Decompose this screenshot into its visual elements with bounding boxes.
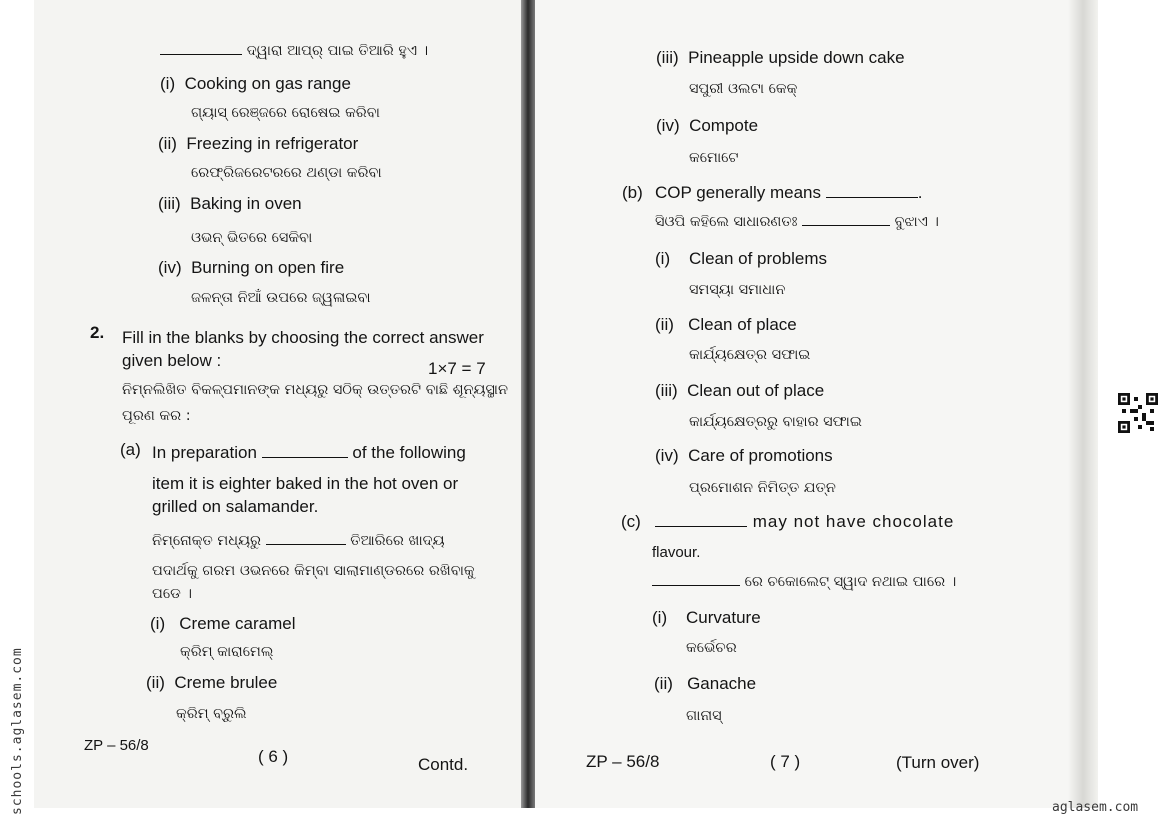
q1-opt-3 [158, 194, 302, 214]
contd-label: Contd. [418, 755, 469, 774]
qa-blank [262, 457, 348, 458]
option-text: Burning on open fire [191, 258, 345, 277]
q1-opt-2-odia: ରେଫ୍ରିଜରେଟରରେ ଥଣ୍ଡା କରିବା [191, 165, 382, 181]
qb-odia-blank [802, 225, 890, 226]
corner-watermark: aglasem.com [1052, 800, 1139, 815]
qa-opt-4-odia: କମୋଟେ [689, 150, 739, 166]
option-number: (ii) [146, 673, 165, 692]
intro-blank [160, 54, 242, 55]
qa-text-b: of the following [352, 443, 466, 462]
intro-odia: ଦ୍ୱାରା ଆପ୍‌ର୍ ପାଇ ତିଆରି ହୁଏ । [246, 43, 429, 59]
option-text: Cooking on gas range [184, 74, 351, 93]
qc-opt-1-odia: କର୍ଭେଚର [686, 640, 737, 656]
qb-end-mark: . [917, 183, 923, 202]
option-text: Clean of problems [689, 249, 827, 268]
qc-text: may not have chocolate [752, 512, 955, 531]
q1-opt-2 [158, 134, 358, 154]
q2-marks: 1×7 = 7 [428, 359, 486, 378]
qa-odia-text-b: ତିଆରିରେ ଖାଦ୍ୟ [350, 533, 445, 549]
footer-code-right: ZP – 56/8 [586, 752, 660, 771]
qc-opt-2 [654, 674, 756, 694]
qa-line-1 [152, 443, 466, 463]
qb-blank [826, 197, 918, 198]
option-number: (iii) [158, 194, 181, 213]
qa-line-2: item it is eighter baked in the hot oven or [152, 474, 459, 493]
option-number: (i) [150, 614, 166, 633]
qr-code-icon [1118, 393, 1158, 433]
q2-odia-1: ନିମ୍ନଲିଖିତ ବିକଳ୍ପମାନଙ୍କ ମଧ୍ୟରୁ ସଠିକ୍ ଉତ୍ତରଟି ବାଛି ଶୂନ୍ୟସ୍ଥାନ [122, 382, 508, 398]
page-number-left: ( 6 ) [258, 747, 289, 766]
q2-instruction-2: given below : [122, 351, 222, 370]
option-number: (i) [160, 74, 176, 93]
q1-opt-4 [158, 258, 344, 278]
qa-odia-3: ପଡେ । [152, 586, 192, 602]
qb-opt-2-odia: କାର୍ଯ୍ୟକ୍ଷେତ୍ର ସଫାଇ [689, 347, 811, 363]
left-page [34, 0, 524, 826]
qa-opt-4 [656, 116, 758, 136]
side-watermark: schools.aglasem.com [10, 647, 25, 815]
qa-odia-2: ପଦାର୍ଥକୁ ଗରମ ଓଭନରେ କିମ୍ବା ସାଲାମାଣ୍ଡରରେ ରଖିବାକୁ [152, 563, 475, 579]
page-number-right: ( 7 ) [770, 752, 801, 771]
qa-odia-text-a: ନିମ୍ନୋକ୍ତ ମଧ୍ୟରୁ [152, 533, 262, 549]
option-text: Curvature [686, 608, 761, 627]
qc-opt-2-odia: ଗାନାସ୍ [686, 708, 722, 724]
option-text: Freezing in refrigerator [186, 134, 359, 153]
option-number: (iii) [656, 48, 679, 67]
qc-odia-text: ରେ ଚକୋଲେଟ୍ ସ୍ୱାଦ ନଥାଇ ପାରେ । [744, 574, 957, 590]
qb-odia-text-b: ବୁଝାଏ । [894, 214, 939, 230]
q2-instruction-1: Fill in the blanks by choosing the correct answer [122, 328, 484, 347]
qb-line-1 [655, 183, 922, 203]
option-number: (ii) [655, 315, 674, 334]
qc-blank [655, 526, 747, 527]
q1-opt-1-odia: ଗ୍ୟାସ୍ ରେଞ୍ଜରେ ରୋଷେଇ କରିବା [191, 105, 380, 121]
qc-line-2: flavour. [652, 544, 701, 561]
qa-opt-1 [150, 614, 295, 634]
qb-opt-2 [655, 315, 797, 335]
qb-opt-1-odia: ସମସ୍ୟା ସମାଧାନ [689, 282, 786, 298]
option-text: Compote [689, 116, 759, 135]
qb-opt-3-odia: କାର୍ଯ୍ୟକ୍ଷେତ୍ରରୁ ବାହାର ସଫାଇ [689, 414, 862, 430]
option-text: Creme caramel [179, 614, 296, 633]
qb-opt-3 [655, 381, 824, 401]
qa-odia-blank [266, 544, 346, 545]
qc-odia [652, 572, 956, 592]
qb-opt-1 [655, 249, 827, 269]
option-number: (iii) [655, 381, 678, 400]
option-text: Ganache [687, 674, 757, 693]
qa-label: (a) [120, 440, 141, 459]
option-text: Creme brulee [174, 673, 278, 692]
qa-opt-3-odia: ସପୁରୀ ଓଲଟା କେକ୍ [689, 81, 798, 97]
option-number: (i) [652, 608, 668, 627]
turn-over-label: (Turn over) [896, 753, 980, 772]
q1-opt-3-odia: ଓଭନ୍ ଭିତରେ ସେକିବା [191, 230, 313, 246]
qa-line-3: grilled on salamander. [152, 497, 319, 516]
option-number: (iv) [655, 446, 679, 465]
qa-text-a: In preparation [152, 443, 257, 462]
qa-opt-3 [656, 48, 905, 68]
q2-odia-2: ପୂରଣ କର : [122, 408, 191, 424]
q1-opt-4-odia: ଜଳନ୍ତା ନିଆଁ ଉପରେ ଜ୍ୱଳାଇବା [191, 290, 371, 306]
qc-line-1 [655, 512, 954, 532]
option-text: Baking in oven [190, 194, 302, 213]
qb-opt-4-odia: ପ୍ରମୋଶନ ନିମିତ୍ତ ଯତ୍ନ [689, 480, 836, 496]
option-text: Pineapple upside down cake [688, 48, 905, 67]
q1-opt-1 [160, 74, 351, 94]
qb-opt-4 [655, 446, 833, 466]
option-text: Clean out of place [687, 381, 825, 400]
option-text: Clean of place [688, 315, 797, 334]
intro-line [160, 40, 428, 61]
qc-odia-blank [652, 585, 740, 586]
book-gutter [521, 0, 535, 826]
question-number: 2. [90, 323, 105, 342]
qb-text: COP generally means [655, 183, 821, 202]
page-edge [1068, 0, 1098, 826]
option-number: (ii) [654, 674, 673, 693]
qa-opt-2-odia: କ୍ରିମ୍ ବ୍ରୁଲି [176, 706, 247, 722]
bottom-margin [34, 808, 1098, 826]
option-number: (iv) [656, 116, 680, 135]
qa-odia-1 [152, 531, 445, 551]
qb-odia [655, 212, 939, 232]
option-number: (ii) [158, 134, 177, 153]
option-number: (iv) [158, 258, 182, 277]
option-number: (i) [655, 249, 671, 268]
qa-opt-2 [146, 673, 277, 693]
qb-odia-text-a: ସିଓପି କହିଲେ ସାଧାରଣତଃ [655, 214, 798, 230]
option-text: Care of promotions [688, 446, 833, 465]
qc-label: (c) [621, 512, 641, 531]
qa-opt-1-odia: କ୍ରିମ୍ କାରାମେଲ୍ [180, 644, 274, 660]
qc-opt-1 [652, 608, 761, 628]
footer-code-left: ZP – 56/8 [84, 737, 149, 754]
qb-label: (b) [622, 183, 643, 202]
